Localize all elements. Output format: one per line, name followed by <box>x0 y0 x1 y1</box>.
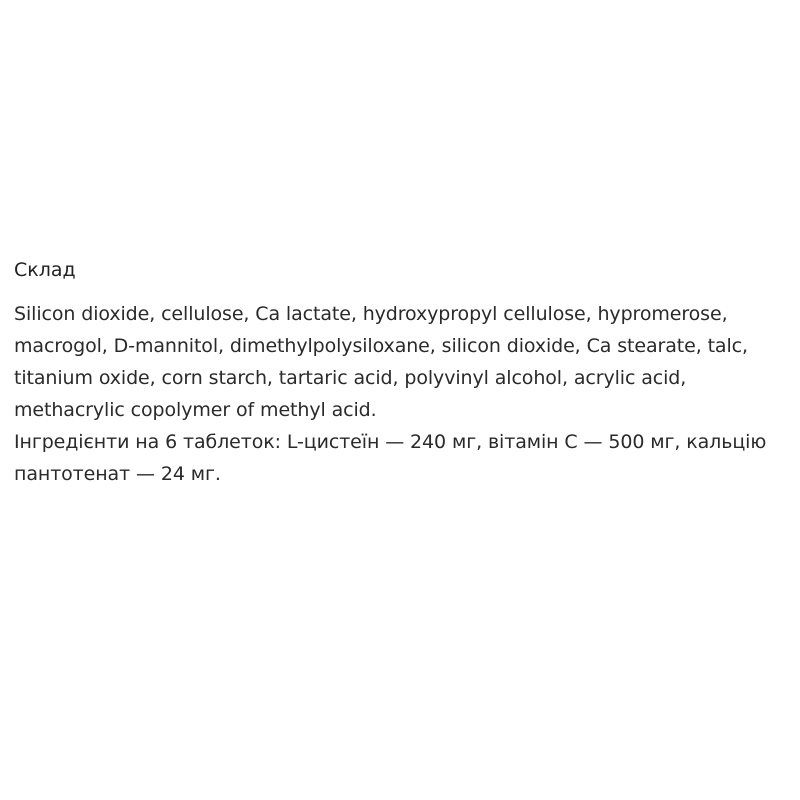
ingredients-text: Silicon dioxide, cellulose, Ca lactate, hydroxypropyl cellulose, hypromerose, macrogol, D-mannitol, dimethylpolysiloxane, silicon dioxide, Ca stearate, talc, titanium oxide, corn starch, tartaric acid, polyvinyl alcohol, acrylic acid, methacrylic copolymer of methyl acid. <box>14 303 748 421</box>
composition-section <box>14 254 790 490</box>
dosage-text: Інгредієнти на 6 таблеток: L-цистеїн — 240 мг, вітамін С — 500 мг, кальцію пантотенат — 24 мг. <box>14 431 767 485</box>
section-title: Склад <box>14 259 76 281</box>
